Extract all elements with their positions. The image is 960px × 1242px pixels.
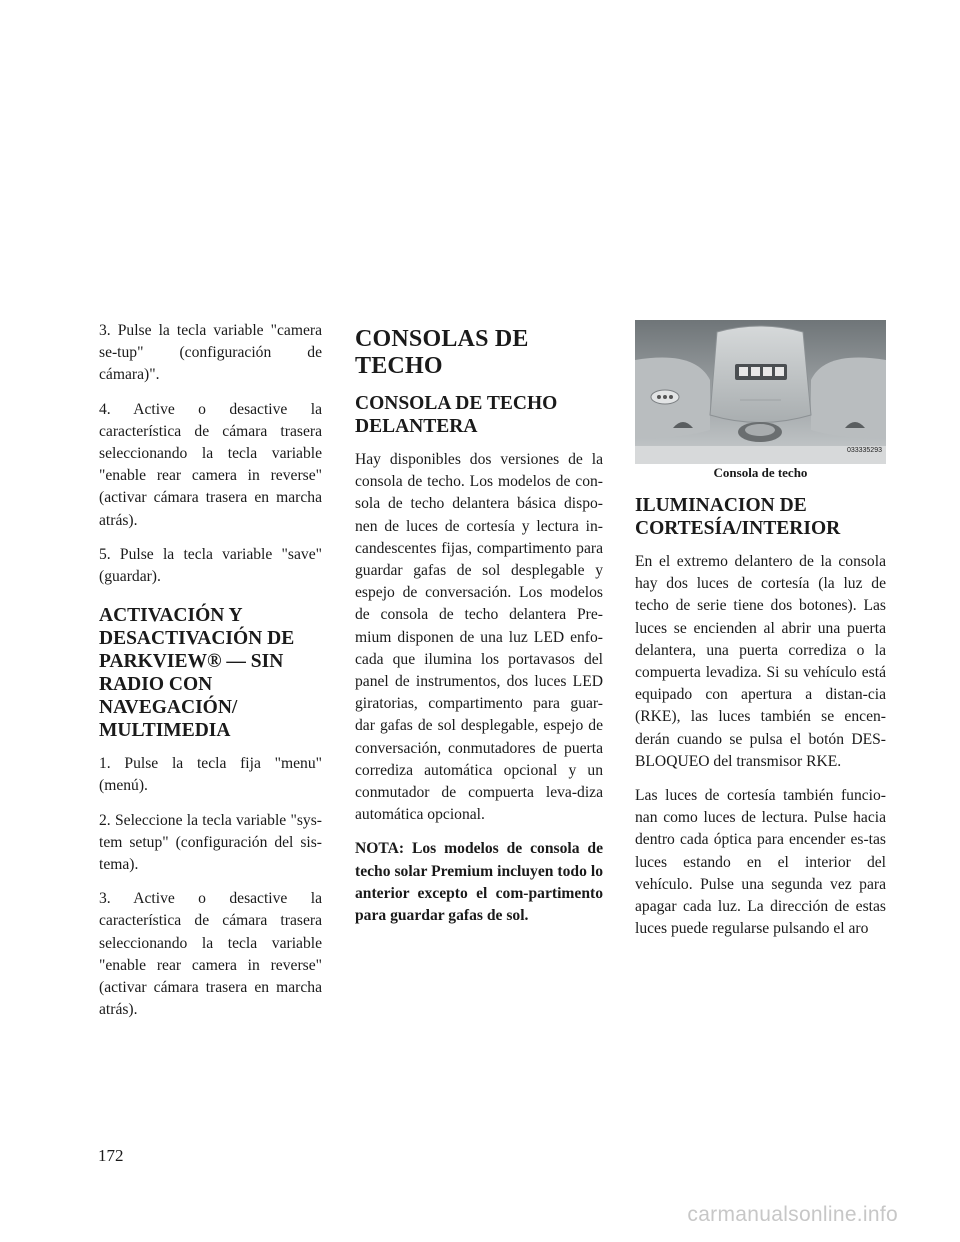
- note-text: NOTA: Los modelos de consola de techo solar Premium incluyen todo lo anterior excepto el com-partimento para guardar gafas de sol.: [355, 840, 603, 925]
- overhead-console-photo: [635, 320, 886, 464]
- left-column: [99, 320, 322, 1033]
- courtesy-lighting-text-2: Las luces de cortesía también funcio-nan como luces de lectura. Pulse hacia dentro cada óptica para encender es-tas luces estando en el interior del vehículo. Pulse una segunda vez para apagar cada luz. La dirección de estas luces puede regularse pulsando el aro: [635, 787, 886, 938]
- step-enable-rear-camera: 4. Active o desactive la característica de cámara trasera seleccionando la tecla variable "enable rear camera in reverse" (activar cámara trasera en marcha atrás).: [99, 400, 322, 529]
- section-title: CONSOLAS DE TECHO: [355, 326, 529, 379]
- right-column: [635, 320, 886, 940]
- courtesy-lighting-text-1: En el extremo delantero de la consola hay dos luces de cortesía (la luz de techo de serie tiene dos botones). Las luces se encienden al abrir una puerta delantera, una puerta corrediza o la compuerta levadiza. Si su vehículo está equipado con apertura a distan-cia (RKE), las luces también se encen-derán cuando se pulsa el botón DES-BLOQUEO del transmisor RKE.: [635, 553, 886, 770]
- front-console-text: Hay disponibles dos versiones de la consola de techo. Los modelos de con-sola de techo delantera básica dispo-nen de luces de cortesía y lectura in-candescentes fijas, compartimento para guardar gafas de sol desplegable y espejo de conversación. Los modelos de consola de techo delantera Pre-mium disponen de una luz LED enfo-cada que ilumina los portavasos del panel de instrumentos, dos luces LED giratorias, compartimento para guar-dar gafas de sol desplegable, espejo de conversación, conmutadores de puerta corrediza automática opcional y un conmutador de compuerta leva-diza automática opcional.: [355, 451, 603, 824]
- step-menu: 1. Pulse la tecla fija "menu" (menú).: [99, 755, 322, 795]
- step-camera-setup: 3. Pulse la tecla variable "camera se-tup" (configuración de cámara)".: [99, 322, 322, 384]
- step-save: 5. Pulse la tecla variable "save" (guardar).: [99, 545, 322, 586]
- figure-code: 033335293: [846, 446, 882, 454]
- figure-caption: Consola de techo: [713, 465, 808, 480]
- middle-column: [355, 320, 603, 939]
- step-enable-rear-camera-2: 3. Active o desactive la característica de cámara trasera seleccionando la tecla variable "enable rear camera in reverse" (activar cámara trasera en marcha atrás).: [99, 890, 322, 1019]
- step-system-setup: 2. Seleccione la tecla variable "sys-tem setup" (configuración del sis-tema).: [99, 811, 322, 874]
- watermark: carmanualsonline.info: [687, 1203, 898, 1226]
- page-number: 172: [98, 1146, 124, 1165]
- parkview-heading: ACTIVACIÓN Y DESACTIVACIÓN DE PARKVIEW® — SIN RADIO CON NAVEGACIÓN/ MULTIMEDIA: [99, 605, 295, 742]
- courtesy-lighting-heading: ILUMINACION DE CORTESÍA/INTERIOR: [635, 495, 841, 539]
- front-console-heading: CONSOLA DE TECHO DELANTERA: [355, 393, 558, 437]
